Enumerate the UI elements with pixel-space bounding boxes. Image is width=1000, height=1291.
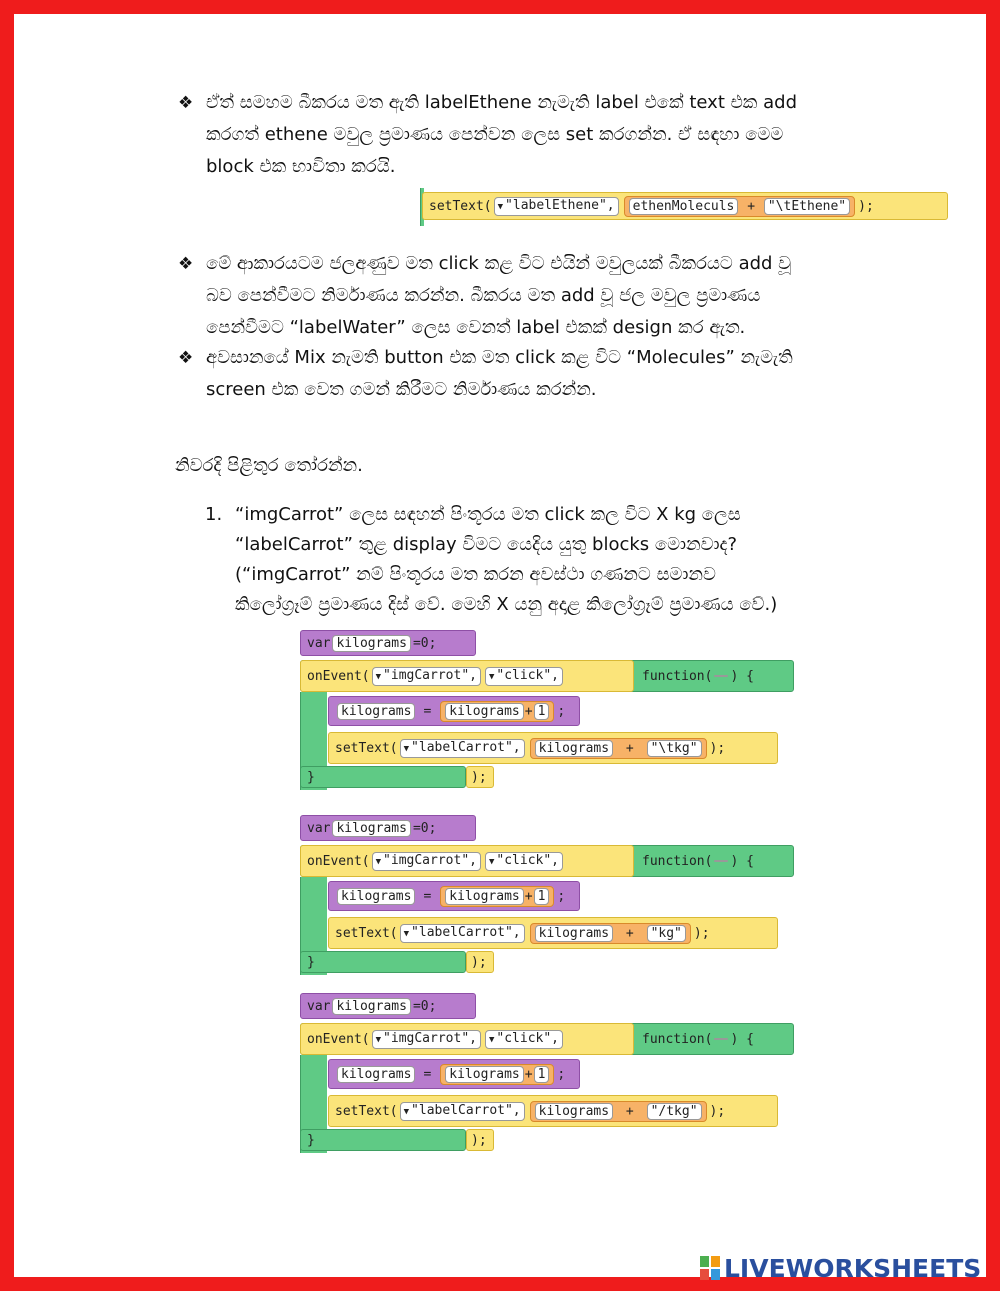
- question-line-1: “imgCarrot” ලෙස සඳහන් පිංතූරය මත click කල විට X kg ලෙස: [235, 504, 741, 525]
- settext-block: setText( ▼ "labelCarrot", kilograms + "kg" );: [328, 917, 778, 949]
- function-footer: }: [300, 766, 466, 788]
- value-expression: kilograms + "/tkg": [530, 1101, 707, 1122]
- question-1: [205, 500, 905, 620]
- assign-var-slot: kilograms: [337, 888, 415, 905]
- question-number: 1.: [205, 504, 223, 525]
- logo-grid-icon: [700, 1256, 720, 1280]
- settext-block: setText( ▼ "labelCarrot", kilograms + "/tkg" );: [328, 1095, 778, 1127]
- assign-expression: kilograms + 1: [440, 886, 554, 907]
- bullet-1-line-2: කරගත් ethene මවුල ප්‍රමාණය පෙන්වන ලෙස set කරගන්න. ඒ සඳහා මෙම: [206, 124, 784, 145]
- assign-var-slot: kilograms: [337, 1066, 415, 1083]
- assign-expression: kilograms + 1: [440, 1064, 554, 1085]
- ethene-settext-block: setText( ▼ "labelEthene", ethenMoleculs + "\tEthene" );: [418, 188, 948, 226]
- onevent-block: onEvent( ▼ "imgCarrot", ▼ "click",: [300, 660, 634, 692]
- target-dropdown[interactable]: ▼ "imgCarrot",: [372, 667, 481, 686]
- bullet-1-line-3: block එක භාවිතා කරයි.: [206, 156, 396, 177]
- var-declaration: var kilograms =0;: [300, 630, 476, 656]
- label-dropdown[interactable]: ▼ "labelEthene",: [494, 197, 619, 216]
- bullet-1-line-1: ඒත් සමහම බීකරය මත ඇති labelEthene නැමැති label එකේ text එක add: [206, 92, 798, 113]
- event-dropdown[interactable]: ▼ "click",: [485, 1030, 563, 1049]
- logo-text: LIVEWORKSHEETS: [724, 1253, 982, 1283]
- target-dropdown[interactable]: ▼ "imgCarrot",: [372, 1030, 481, 1049]
- bullet-2-line-2: බව පෙන්වීමට නිර්මාණය කරන්න. බීකරය මත add වූ ජල මවුල ප්‍රමාණය: [206, 285, 761, 306]
- assign-expression: kilograms + 1: [440, 701, 554, 722]
- dropdown-arrow-icon: ▼: [403, 928, 410, 939]
- function-footer: }: [300, 1129, 466, 1151]
- ethene-string-slot: "\tEthene": [764, 198, 850, 215]
- label-dropdown[interactable]: ▼ "labelCarrot",: [400, 739, 525, 758]
- suffix-string-slot: "\tkg": [647, 740, 702, 757]
- var-name-slot: kilograms: [332, 635, 410, 652]
- var-declaration: var kilograms =0;: [300, 993, 476, 1019]
- bullet-3-line-2: screen එක වෙත ගමන් කිරීමට නිර්මාණය කරන්න.: [206, 379, 597, 400]
- onevent-block: onEvent( ▼ "imgCarrot", ▼ "click",: [300, 845, 634, 877]
- question-heading: නිවරදි පිළිතුර තෝරන්න.: [175, 455, 363, 476]
- onevent-block: onEvent( ▼ "imgCarrot", ▼ "click",: [300, 1023, 634, 1055]
- event-dropdown[interactable]: ▼ "click",: [485, 667, 563, 686]
- label-dropdown[interactable]: ▼ "labelCarrot",: [400, 924, 525, 943]
- function-keyword: function( ) {: [642, 668, 754, 684]
- diamond-bullet-icon: ❖: [178, 254, 194, 274]
- assign-block: kilograms = kilograms + 1 ;: [328, 1059, 580, 1089]
- liveworksheets-logo: [700, 1253, 981, 1283]
- bullet-3-line-1: අවසානයේ Mix නැමති button එක මත click කළ විට “Molecules” නැමැති: [206, 347, 793, 368]
- assign-block: kilograms = kilograms + 1 ;: [328, 881, 580, 911]
- onevent-close: );: [466, 951, 494, 973]
- dropdown-arrow-icon: ▼: [497, 201, 504, 212]
- bullet-2-line-3: පෙන්වීමට “labelWater” ලෙස වෙනත් label එකක් design කර ඇත.: [206, 317, 746, 338]
- instruction-bullet-1: [178, 87, 878, 183]
- assign-var-slot: kilograms: [337, 703, 415, 720]
- onevent-close: );: [466, 1129, 494, 1151]
- dropdown-arrow-icon: ▼: [403, 1106, 410, 1117]
- dropdown-arrow-icon: ▼: [375, 856, 382, 867]
- suffix-string-slot: "kg": [647, 925, 686, 942]
- function-keyword: function( ) {: [642, 853, 754, 869]
- var-declaration: var kilograms =0;: [300, 815, 476, 841]
- question-line-4: කිලෝග්‍රෑම් ප්‍රමාණය දිස් වේ. මෙහි X යනු අදාළ කිලෝග්‍රෑම් ප්‍රමාණය වේ.): [235, 594, 778, 615]
- function-keyword: function( ) {: [642, 1031, 754, 1047]
- dropdown-arrow-icon: ▼: [488, 1034, 495, 1045]
- bullet-2-line-1: මේ ආකාරයටම ජලඅණුව මත click කළ විට එයින් මවුලයක් බීකරයට add වූ: [206, 253, 792, 274]
- diamond-bullet-icon: ❖: [178, 93, 194, 113]
- settext-fn: setText(: [429, 198, 492, 214]
- dropdown-arrow-icon: ▼: [488, 856, 495, 867]
- label-dropdown[interactable]: ▼ "labelCarrot",: [400, 1102, 525, 1121]
- instruction-bullet-3: [178, 342, 878, 406]
- ethene-expression: ethenMoleculs + "\tEthene": [624, 196, 856, 217]
- target-dropdown[interactable]: ▼ "imgCarrot",: [372, 852, 481, 871]
- dropdown-arrow-icon: ▼: [375, 671, 382, 682]
- ethene-var-slot: ethenMoleculs: [629, 198, 739, 215]
- dropdown-arrow-icon: ▼: [375, 1034, 382, 1045]
- function-footer: }: [300, 951, 466, 973]
- question-line-2: “labelCarrot” තුළ display විමට යෙදිය යුතු blocks මොනවාද?: [235, 534, 738, 555]
- onevent-close: );: [466, 766, 494, 788]
- value-expression: kilograms + "\tkg": [530, 738, 707, 759]
- settext-block: setText( ▼ "labelCarrot", kilograms + "\tkg" );: [328, 732, 778, 764]
- value-expression: kilograms + "kg": [530, 923, 691, 944]
- var-name-slot: kilograms: [332, 998, 410, 1015]
- suffix-string-slot: "/tkg": [647, 1103, 702, 1120]
- dropdown-arrow-icon: ▼: [488, 671, 495, 682]
- diamond-bullet-icon: ❖: [178, 348, 194, 368]
- dropdown-arrow-icon: ▼: [403, 743, 410, 754]
- instruction-bullet-2: [178, 248, 878, 344]
- event-dropdown[interactable]: ▼ "click",: [485, 852, 563, 871]
- var-name-slot: kilograms: [332, 820, 410, 837]
- question-line-3: (“imgCarrot” නම් පිංතූරය මත කරන අවස්ථා ගණනට සමානව: [235, 564, 716, 585]
- assign-block: kilograms = kilograms + 1 ;: [328, 696, 580, 726]
